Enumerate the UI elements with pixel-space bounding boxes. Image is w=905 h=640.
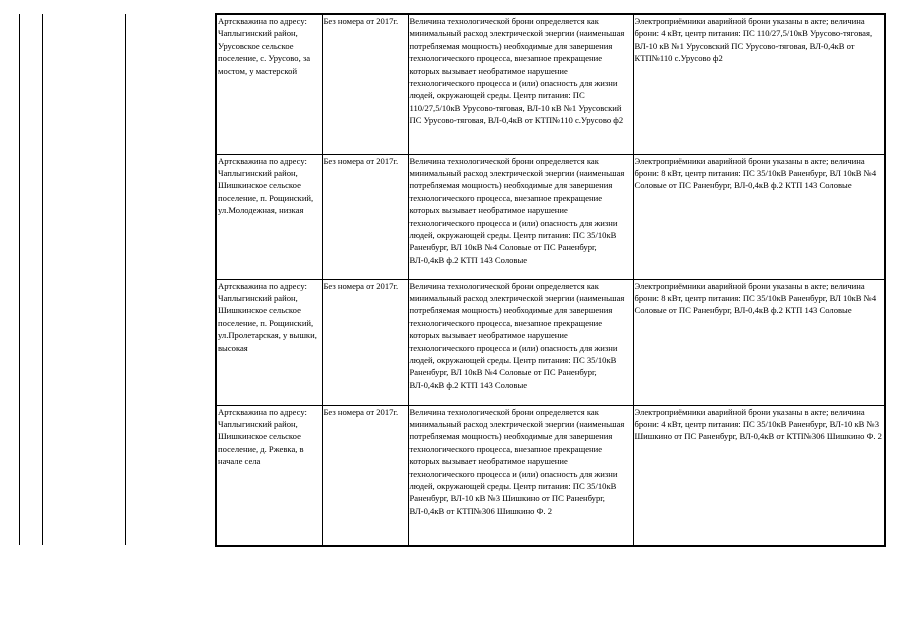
act-number-cell: Без номера от 2017г. <box>322 405 408 546</box>
table-row <box>216 405 885 546</box>
location-cell: Артскважина по адресу: Чаплыгинский район, Урусовское сельское поселение, с. Урусово, за мостом, у мастерской <box>216 14 322 154</box>
emergency-reserve-table <box>215 13 886 547</box>
table-row <box>216 14 885 154</box>
table-row <box>216 154 885 279</box>
receivers-cell: Электроприёмники аварийной брони указаны в акте; величина брони: 4 кВт, центр питания: ПС 35/10кВ Раненбург, ВЛ-10 кВ №3 Шишкино от ПС Раненбург, ВЛ-0,4кВ от КТП№306 Шишкино Ф. 2 <box>633 405 885 546</box>
table-row <box>216 279 885 405</box>
receivers-cell: Электроприёмники аварийной брони указаны в акте; величина брони: 4 кВт, центр питания: ПС 110/27,5/10кВ Урусово-тяговая, ВЛ-10 кВ №1 Урусовский ПС Урусово-тяговая, ВЛ-0,4кВ от КТП№110 с.Урусово ф2 <box>633 14 885 154</box>
receivers-cell: Электроприёмники аварийной брони указаны в акте; величина брони: 8 кВт, центр питания: ПС 35/10кВ Раненбург, ВЛ 10кВ №4 Соловые от ПС Раненбург, ВЛ-0,4кВ ф.2 КТП 143 Соловые <box>633 154 885 279</box>
justification-cell: Величина технологической брони определяется как минимальный расход электрической энергии (наименьшая потребляемая мощность) необходимые для завершения технологического процесса, внезапное прекращение которых вызывает необратимое нарушение технологического процесса и (или) опасность для жизни людей, окружающей среды. Центр питания: ПС 35/10кВ Раненбург, ВЛ 10кВ №4 Соловые от ПС Раненбург, ВЛ-0,4кВ ф.2 КТП 143 Соловые <box>408 154 633 279</box>
justification-cell: Величина технологической брони определяется как минимальный расход электрической энергии (наименьшая потребляемая мощность) необходимые для завершения технологического процесса, внезапное прекращение которых вызывает необратимое нарушение технологического процесса и (или) опасность для жизни людей, окружающей среды. Центр питания: ПС 35/10кВ Раненбург, ВЛ 10кВ №4 Соловые от ПС Раненбург, ВЛ-0,4кВ ф.2 КТП 143 Соловые <box>408 279 633 405</box>
location-cell: Артскважина по адресу: Чаплыгинский район, Шишкинское сельское поселение, д. Ржевка, в начале села <box>216 405 322 546</box>
left-column-border-3 <box>125 14 126 545</box>
justification-cell: Величина технологической брони определяется как минимальный расход электрической энергии (наименьшая потребляемая мощность) необходимые для завершения технологического процесса, внезапное прекращение которых вызывает необратимое нарушение технологического процесса и (или) опасность для жизни людей, окружающей среды. Центр питания: ПС 110/27,5/10кВ Урусово-тяговая, ВЛ-10 кВ №1 Урусовский ПС Урусово-тяговая, ВЛ-0,4кВ от КТП№110 с.Урусово ф2 <box>408 14 633 154</box>
act-number-cell: Без номера от 2017г. <box>322 279 408 405</box>
left-column-border-2 <box>42 14 43 545</box>
act-number-cell: Без номера от 2017г. <box>322 154 408 279</box>
justification-cell: Величина технологической брони определяется как минимальный расход электрической энергии (наименьшая потребляемая мощность) необходимые для завершения технологического процесса, внезапное прекращение которых вызывает необратимое нарушение технологического процесса и (или) опасность для жизни людей, окружающей среды. Центр питания: ПС 35/10кВ Раненбург, ВЛ-10 кВ №3 Шишкино от ПС Раненбург, ВЛ-0,4кВ от КТП№306 Шишкино Ф. 2 <box>408 405 633 546</box>
location-cell: Артскважина по адресу: Чаплыгинский район, Шишкинское сельское поселение, п. Рощинский, ул.Пролетарская, у вышки, высокая <box>216 279 322 405</box>
receivers-cell: Электроприёмники аварийной брони указаны в акте; величина брони: 8 кВт, центр питания: ПС 35/10кВ Раненбург, ВЛ 10кВ №4 Соловые от ПС Раненбург, ВЛ-0,4кВ ф.2 КТП 143 Соловые <box>633 279 885 405</box>
act-number-cell: Без номера от 2017г. <box>322 14 408 154</box>
location-cell: Артскважина по адресу: Чаплыгинский район, Шишкинское сельское поселение, п. Рощинский, ул.Молодежная, низкая <box>216 154 322 279</box>
left-column-border-1 <box>19 14 20 545</box>
